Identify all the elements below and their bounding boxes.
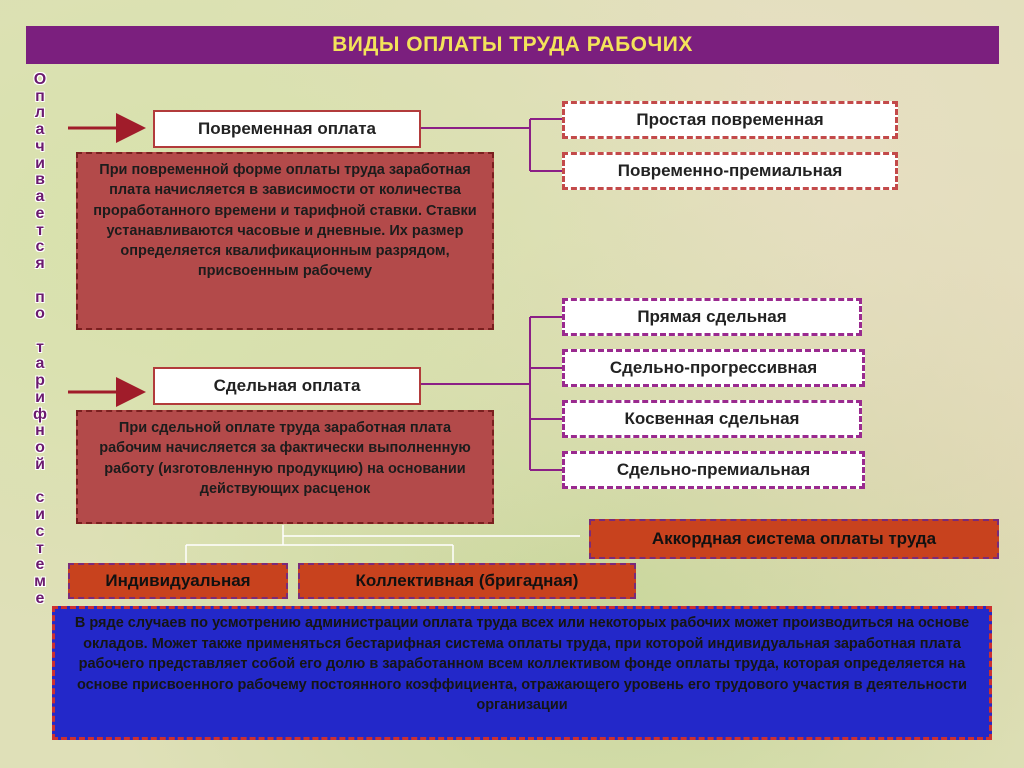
side-label-letter: п (35, 87, 45, 105)
side-label-letter: О (33, 71, 47, 88)
side-label-letter: о (35, 305, 45, 323)
note-box: В ряде случаев по усмотрению администрации оплата труда всех или некоторых рабочих может производиться на основе окладов. Может также применяться бестарифная система оплаты труда, при которой индивидуальная заработная плата рабочего представляет собой его долю в заработанном всем коллективом фонде оплаты труда, которая определяется на основе присвоенного рабочему постоянного коэффициента, отражающего уровень его трудового участия в деятельности организации (52, 606, 992, 740)
side-label-letter: й (35, 455, 45, 473)
time-pay-box: Повременная оплата (153, 110, 421, 148)
side-label-letter: т (36, 338, 44, 356)
side-label-letter: л (34, 104, 46, 122)
piece-subtype-progressive: Сдельно-прогрессивная (562, 349, 865, 387)
side-label-letter: р (35, 372, 45, 390)
side-label-letter: ч (35, 137, 45, 155)
side-label-letter: а (35, 188, 45, 206)
side-label-letter: в (35, 171, 45, 189)
piece-subtype-bonus: Сдельно-премиальная (562, 451, 865, 489)
piece-pay-box: Сдельная оплата (153, 367, 421, 405)
piece-subtype-direct: Прямая сдельная (562, 298, 862, 336)
side-label-letter: м (34, 573, 46, 591)
time-subtype-bonus: Повременно-премиальная (562, 152, 898, 190)
forms-bracket (186, 525, 580, 563)
side-label-letter: с (35, 489, 45, 507)
side-label-letter: и (35, 388, 45, 406)
side-label-letter: е (35, 556, 45, 574)
side-label-letter: и (35, 506, 45, 524)
side-label-letter: е (35, 204, 45, 222)
time-subtype-simple: Простая повременная (562, 101, 898, 139)
side-label-letter: е (35, 589, 45, 607)
slide-title: ВИДЫ ОПЛАТЫ ТРУДА РАБОЧИХ (26, 26, 999, 64)
side-label-letter: н (35, 422, 45, 440)
chord-system-box: Аккордная система оплаты труда (589, 519, 999, 559)
side-label-letter: ф (33, 405, 47, 423)
side-label-letter: т (36, 539, 44, 557)
form-individual-box: Индивидуальная (68, 563, 288, 599)
side-label-letter: а (35, 121, 45, 139)
form-collective-box: Коллективная (бригадная) (298, 563, 636, 599)
time-pay-description: При повременной форме оплаты труда заработная плата начисляется в зависимости от количества проработанного времени и тарифной ставки. Ставки устанавливаются часовые и дневные. Их размер определяется квалификационным разрядом, присвоенным рабочему (76, 152, 494, 330)
piece-pay-description: При сдельной оплате труда заработная плата рабочим начисляется за фактически выполненную работу (изготовленную продукцию) на основании действующих расценок (76, 410, 494, 524)
side-label-letter: с (35, 522, 45, 540)
piece-subtype-indirect: Косвенная сдельная (562, 400, 862, 438)
side-label-letter: п (35, 288, 45, 306)
side-label-letter: а (35, 355, 45, 373)
side-label-letter: с (35, 238, 45, 256)
side-label-letter: т (36, 221, 44, 239)
side-label-letter: я (35, 255, 45, 273)
side-label-letter: и (35, 154, 45, 172)
side-label-letter: о (35, 439, 45, 457)
